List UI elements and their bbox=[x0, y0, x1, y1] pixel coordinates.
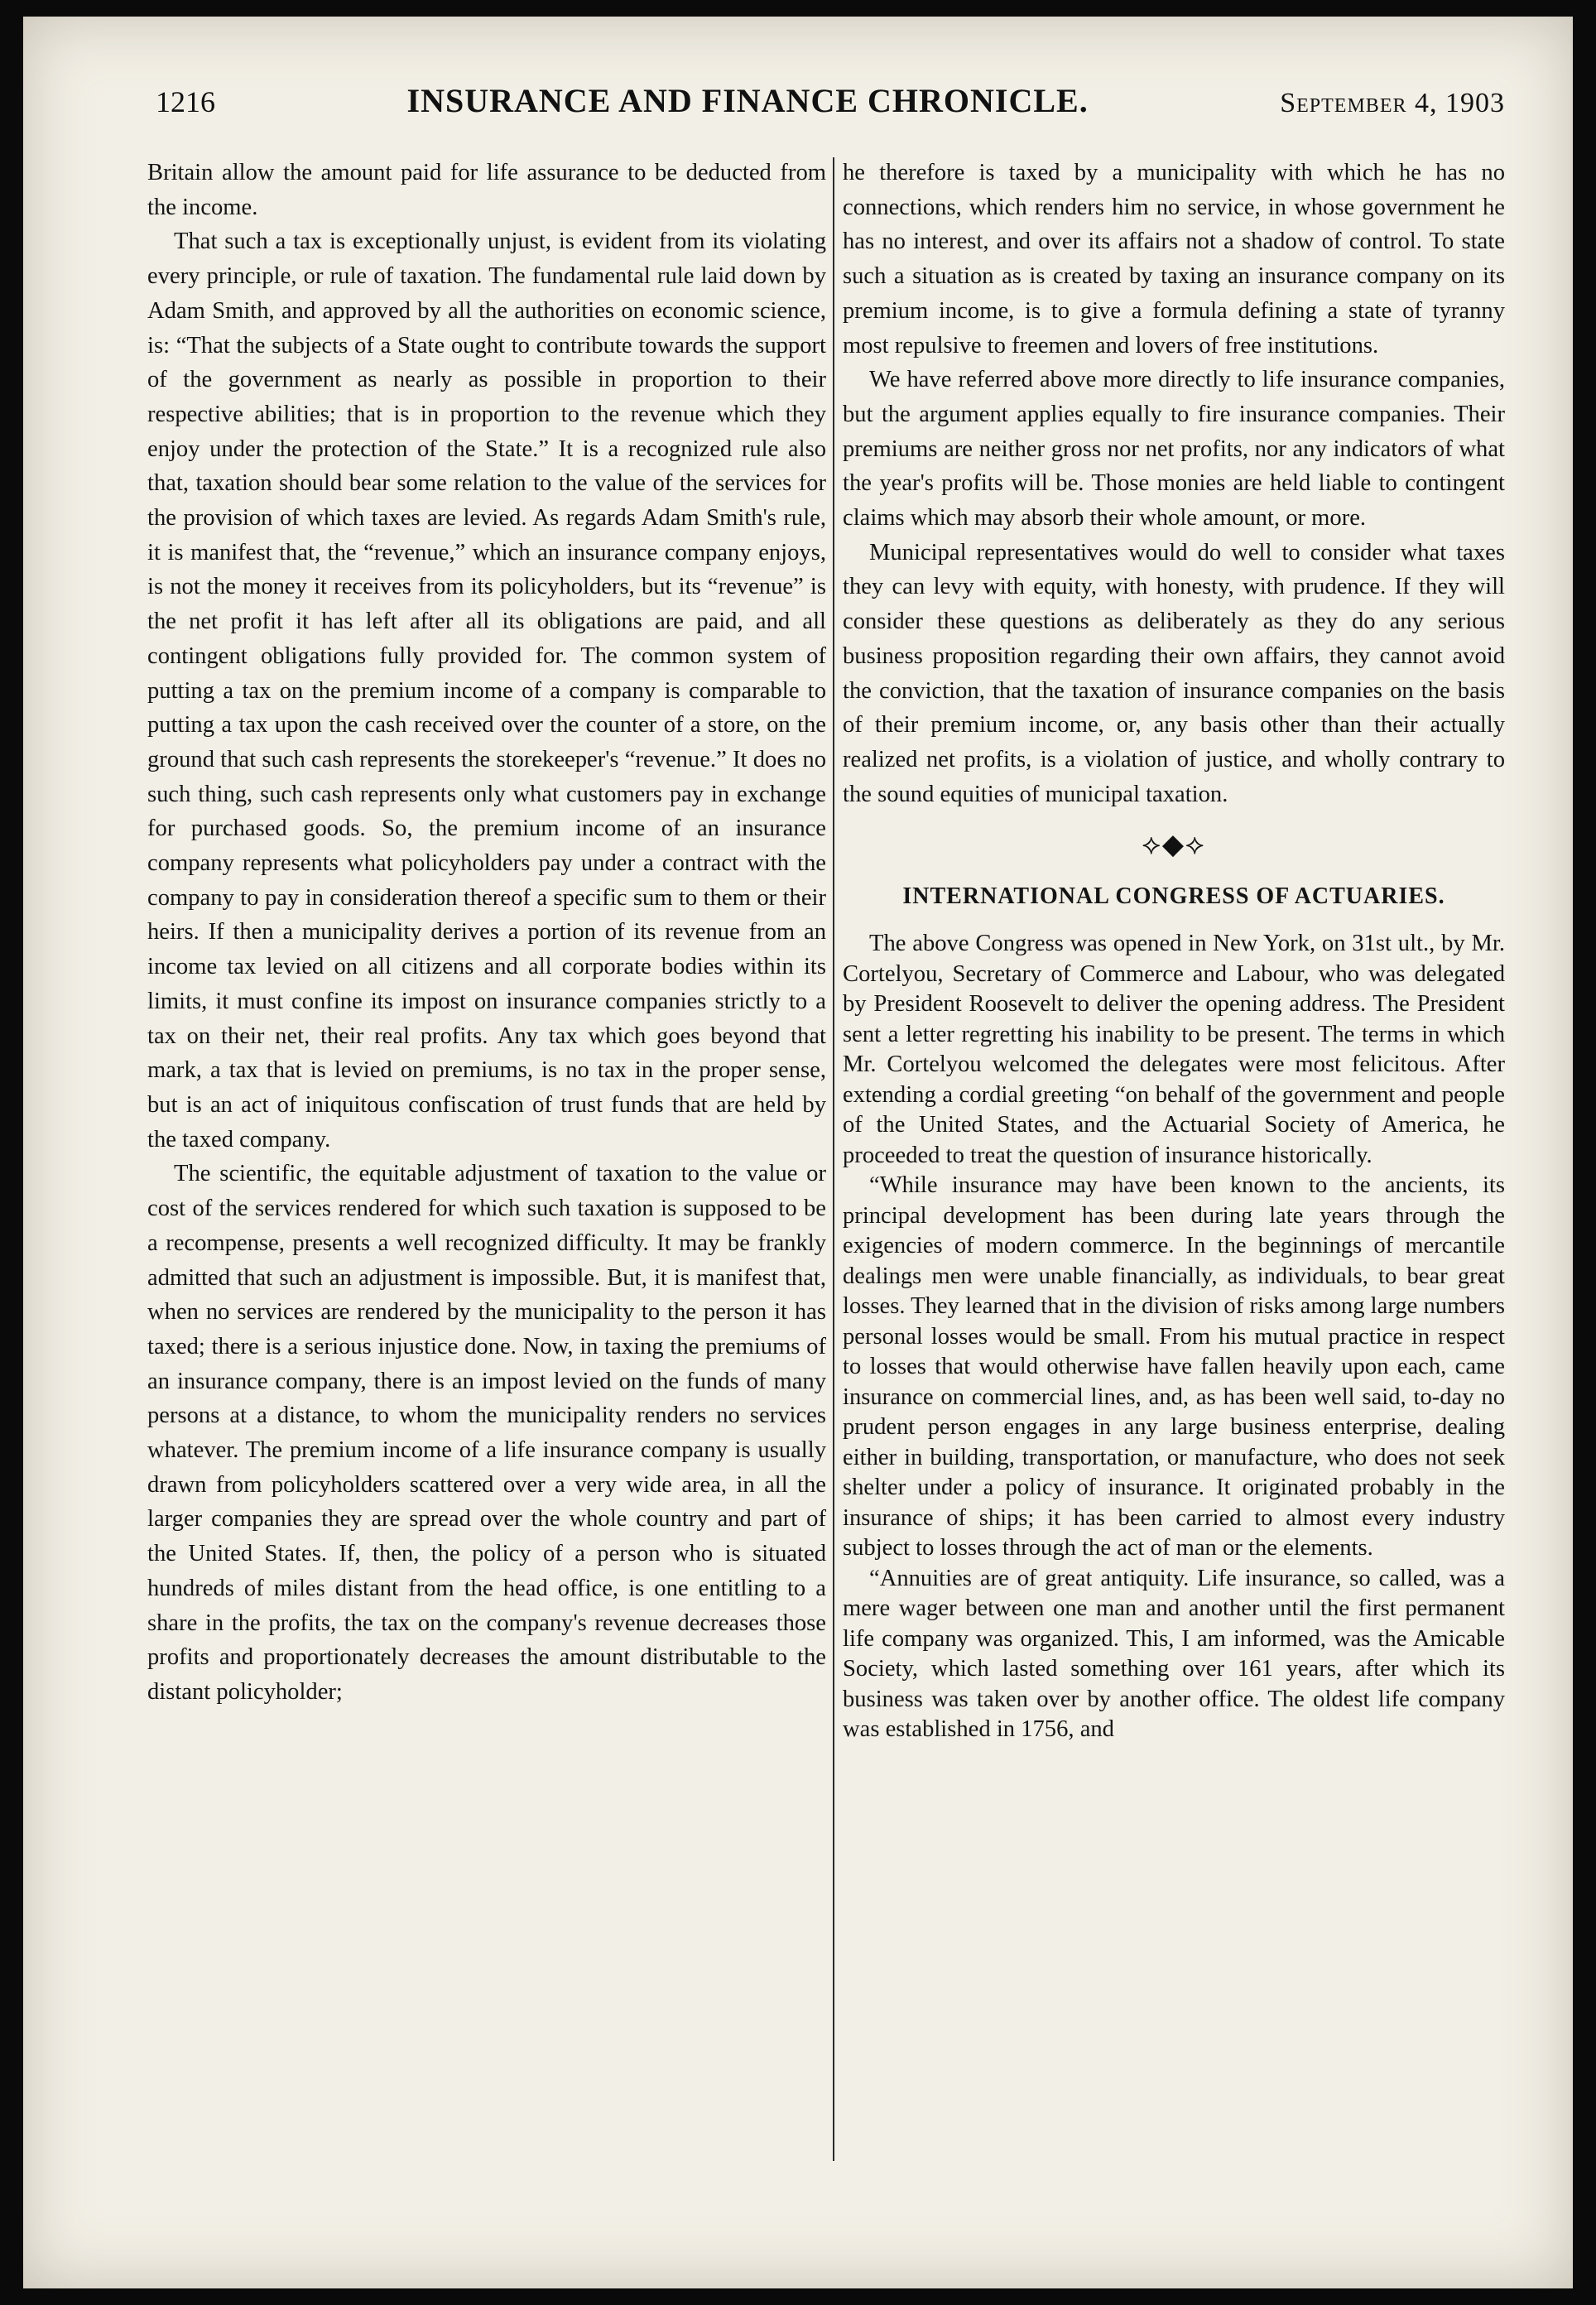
column-divider bbox=[833, 157, 834, 2161]
right-column bbox=[843, 156, 1505, 1745]
article-paragraph: The scientific, the equitable adjustment of taxation to the value or cost of the services rendered for which such taxation is supposed to be a recompense, presents a well recognized difficulty. It may be frankly admitted that such an adjustment is impossible. But, it is manifest that, when no services are rendered by the municipality to the person it has taxed; there is a serious injustice done. Now, in taxing the premiums of an insurance company, there is an impost levied on the funds of many persons at a distance, to whom the municipality renders no services whatever. The premium income of a life insurance company is usually drawn from policyholders scattered over a very wide area, in all the larger companies they are spread over the whole country and part of the United States. If, then, the policy of a person who is situated hundreds of miles distant from the head office, is one entitling to a share in the profits, the tax on the company's revenue decreases those profits and proportionately decreases the amount distributable to the distant policyholder; bbox=[147, 1161, 826, 1705]
article-paragraph: We have referred above more directly to life insurance companies, but the argument applies equally to fire insurance companies. Their premiums are neither gross nor net profits, nor any indicators of what the year's profits will be. Those monies are held liable to contingent claims which may absorb their whole amount, or more. bbox=[843, 367, 1505, 532]
journal-title: INSURANCE AND FINANCE CHRONICLE. bbox=[406, 82, 1089, 119]
issue-date: September 4, 1903 bbox=[1280, 88, 1505, 118]
ornament-divider: ⟡◆⟡ bbox=[1142, 830, 1206, 861]
section-heading: INTERNATIONAL CONGRESS OF ACTUARIES. bbox=[902, 883, 1445, 910]
article-paragraph: Municipal representatives would do well to consider what taxes they can levy with equity, with honesty, with prudence. If they will consider these questions as deliberately as they do any serious business proposition regarding their own affairs, they cannot avoid the conviction, that the taxation of insurance companies on the basis of their premium income, or, any basis other than their actually realized net profits, is a violation of justice, and wholly contrary to the sound equities of municipal taxation. bbox=[843, 539, 1505, 807]
article-paragraph: Britain allow the amount paid for life assurance to be deducted from the income. bbox=[147, 160, 826, 220]
section-paragraph: The above Congress was opened in New York, on 31st ult., by Mr. Cortelyou, Secretary of Commerce and Labour, who was delegated by President Roosevelt to deliver the opening address. The President sent a letter regretting his inability to be present. The terms in which Mr. Cortelyou welcomed the delegates were most felicitous. After extending a cordial greeting “on behalf of the government and people of the United States, and the Actuarial Society of America, he proceeded to treat the question of insurance historically. bbox=[843, 931, 1505, 1168]
article-paragraph: That such a tax is exceptionally unjust, is evident from its violating every principle, or rule of taxation. The fundamental rule laid down by Adam Smith, and approved by all the authorities on economic science, is: “That the subjects of a State ought to contribute towards the support of the government as nearly as possible in proportion to their respective abilities; that is in proportion to the revenue which they enjoy under the protection of the State.” It is a recognized rule also that, taxation should bear some relation to the value of the services for the provision of which taxes are levied. As regards Adam Smith's rule, it is manifest that, the “revenue,” which an insurance company enjoys, is not the money it receives from its policyholders, but its “revenue” is the net profit it has left after all its obligations are paid, and all contingent obligations fully provided for. The common system of putting a tax on the premium income of a company is comparable to putting a tax upon the cash received over the counter of a store, on the ground that such cash represents the storekeeper's “revenue.” It does no such thing, such cash represents only what customers pay in exchange for purchased goods. So, the premium income of an insurance company represents what policyholders pay under a contract with the company to pay in consideration thereof a specific sum to them or their heirs. If then a municipality derives a portion of its revenue from an income tax levied on all citizens and all corporate bodies within its limits, it must confine its impost on insurance companies strictly to a tax on their net, their real profits. Any tax which goes beyond that mark, a tax that is levied on premiums, is no tax in the proper sense, but is an act of iniquitous confiscation of trust funds that are held by the taxed company. bbox=[147, 229, 826, 1152]
section-paragraph: “While insurance may have been known to the ancients, its principal development has been during late years through the exigencies of modern commerce. In the beginnings of mercantile dealings men were unable financially, as individuals, to bear great losses. They learned that in the division of risks among large numbers personal losses would be small. From his mutual practice in respect to losses that would otherwise have fallen heavily upon each, came insurance on commercial lines, and, as has been well said, to-day no prudent person engages in any large business enterprise, dealing either in building, transportation, or manufacture, who does not seek shelter under a policy of insurance. It originated probably in the insurance of ships; it has been carried to almost every industry subject to losses through the act of man or the elements. bbox=[843, 1172, 1505, 1562]
section-paragraph: “Annuities are of great antiquity. Life insurance, so called, was a mere wager between one man and another until the first permanent life company was organized. This, I am informed, was the Amicable Society, which lasted something over 161 years, after which its business was taken over by another office. The oldest life company was established in 1756, and bbox=[843, 1565, 1505, 1743]
left-column bbox=[147, 156, 826, 1710]
newspaper-page bbox=[23, 17, 1573, 2288]
running-head bbox=[156, 81, 1505, 131]
article-paragraph: he therefore is taxed by a municipality with which he has no connections, which renders him no service, in whose government he has no interest, and over its affairs not a shadow of control. To state such a situation as is created by taxing an insurance company on its premium income, is to give a formula defining a state of tyranny most repulsive to freemen and lovers of free institutions. bbox=[843, 160, 1505, 359]
page-number: 1216 bbox=[156, 85, 215, 118]
